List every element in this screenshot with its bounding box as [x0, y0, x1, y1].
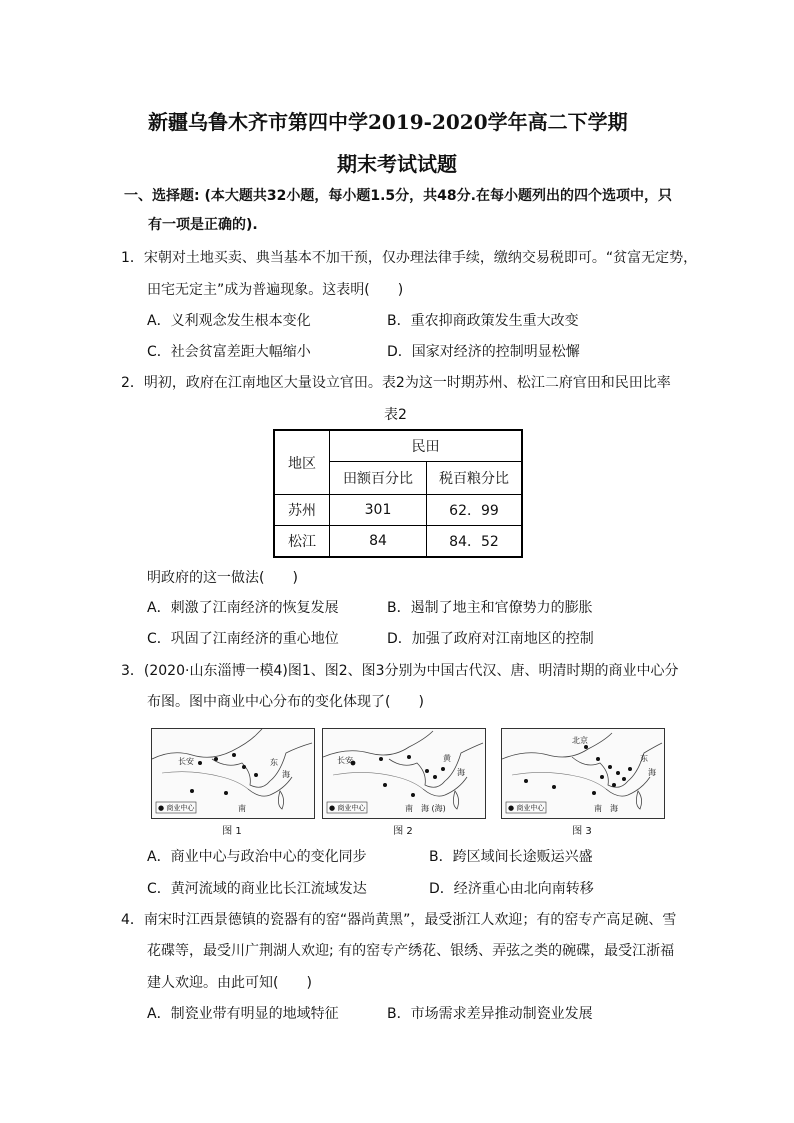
map-2-place3: 海 — [457, 768, 465, 777]
map-3-place3: 海 — [648, 768, 656, 777]
q3-option-a: A．商业中心与政治中心的变化同步 — [147, 849, 367, 865]
map-2-place1: 长安 — [337, 756, 353, 765]
section-heading-line2: 有一项是正确的). — [148, 217, 258, 233]
map-2-label: 图 2 — [393, 826, 413, 837]
map-1-legend: ● 商业中心 — [158, 804, 195, 812]
table-cell-region: 苏州 — [274, 495, 330, 526]
table-cell-v1: 301 — [330, 495, 427, 526]
map-3-place1: 北京 — [572, 736, 588, 745]
map-3-place2: 东 — [640, 754, 648, 763]
q2-option-a: A．刺激了江南经济的恢复发展 — [147, 600, 339, 616]
table-header-group: 民田 — [330, 430, 523, 462]
q2-option-d: D．加强了政府对江南地区的控制 — [387, 631, 594, 647]
map-1-place1: 长安 — [178, 757, 194, 766]
table-cell-v2: 62．99 — [427, 495, 523, 526]
map-1-place2: 东 — [270, 758, 278, 767]
map-1-label: 图 1 — [222, 826, 242, 837]
q1-option-a: A．义利观念发生根本变化 — [147, 313, 311, 329]
q4-option-b: B．市场需求差异推动制瓷业发展 — [387, 1006, 593, 1022]
q1-stem-line1: 1．宋朝对土地买卖、典当基本不加干预，仅办理法律手续，缴纳交易税即可。“贫富无定势， — [121, 250, 698, 266]
q3-stem-line1: 3．(2020·山东淄博一模4)图1、图2、图3分别为中国古代汉、唐、明清时期的商业中心分 — [121, 663, 679, 679]
map-1-place4: 南 — [238, 804, 246, 813]
q1-option-d: D．国家对经济的控制明显松懈 — [387, 344, 580, 360]
table-cell-region: 松江 — [274, 526, 330, 558]
map-3-legend: ● 商业中心 — [508, 804, 545, 812]
map-2-place4: 南 海 (海) — [405, 804, 446, 813]
map-figure-1 — [151, 728, 315, 819]
q2-option-c: C．巩固了江南经济的重心地位 — [147, 631, 339, 647]
q2-stem-line1: 2．明初，政府在江南地区大量设立官田。表2为这一时期苏州、松江二府官田和民田比率 — [121, 375, 671, 391]
map-1-place3: 海 — [282, 770, 290, 779]
map-3-place4: 南 海 — [594, 804, 618, 813]
map-3-label: 图 3 — [572, 826, 592, 837]
table-2 — [273, 429, 523, 558]
q2-option-b: B．遏制了地主和官僚势力的膨胀 — [387, 600, 593, 616]
table-cell-v1: 84 — [330, 526, 427, 558]
q2-stem-after: 明政府的这一做法( ) — [147, 570, 298, 586]
table-header-col2: 税百粮分比 — [427, 462, 523, 495]
table-cell-v2: 84．52 — [427, 526, 523, 558]
map-figure-2 — [322, 728, 486, 819]
map-2-legend: ● 商业中心 — [329, 804, 366, 812]
q3-option-d: D．经济重心由北向南转移 — [429, 881, 594, 897]
q4-stem-line2: 花碟等，最受川广荆湖人欢迎; 有的窑专产绣花、银绣、弄弦之类的碗碟，最受江浙福 — [147, 943, 675, 959]
page-title-line2: 期末考试试题 — [337, 152, 457, 176]
map-2-place2: 黄 — [443, 754, 451, 763]
q4-stem-line3: 建人欢迎。由此可知( ) — [147, 975, 312, 991]
table-header-region: 地区 — [274, 430, 330, 495]
table-header-col1: 田额百分比 — [330, 462, 427, 495]
table-caption: 表2 — [384, 407, 407, 423]
q1-option-b: B．重农抑商政策发生重大改变 — [387, 313, 579, 329]
q1-option-c: C．社会贫富差距大幅缩小 — [147, 344, 311, 360]
page-title-line1: 新疆乌鲁木齐市第四中学2019-2020学年高二下学期 — [148, 110, 628, 134]
q4-option-a: A．制瓷业带有明显的地域特征 — [147, 1006, 339, 1022]
map-figure-3 — [501, 728, 665, 819]
q4-stem-line1: 4．南宋时江西景德镇的瓷器有的窑“器尚黄黑”，最受浙江人欢迎；有的窑专产高足碗、雪 — [121, 912, 677, 928]
q1-stem-line2: 田宅无定主”成为普遍现象。这表明( ) — [147, 282, 404, 298]
q3-option-c: C．黄河流域的商业比长江流域发达 — [147, 881, 367, 897]
section-heading-line1: 一、选择题: (本大题共32小题，每小题1.5分，共48分.在每小题列出的四个选项中，只 — [124, 188, 672, 204]
q3-option-b: B．跨区域间长途贩运兴盛 — [429, 849, 593, 865]
q3-stem-line2: 布图。图中商业中心分布的变化体现了( ) — [147, 694, 424, 710]
